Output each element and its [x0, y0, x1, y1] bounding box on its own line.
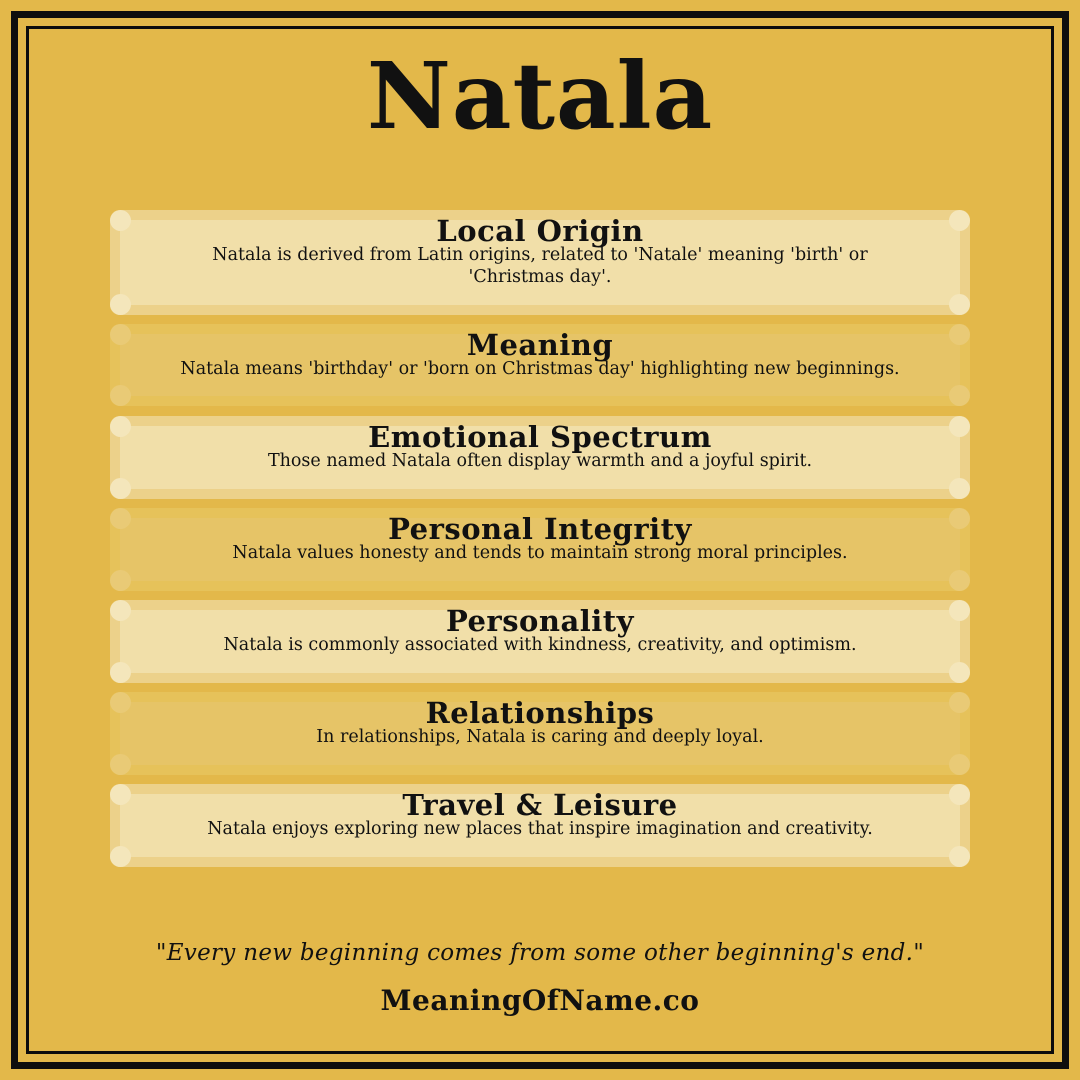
- section-text: Natala is commonly associated with kindness, creativity, and optimism.: [223, 635, 857, 655]
- section-text: In relationships, Natala is caring and deeply loyal.: [316, 727, 764, 747]
- section-card-local-origin: [110, 210, 970, 315]
- section-text: Natala enjoys exploring new places that inspire imagination and creativity.: [207, 819, 873, 839]
- section-card-personality: [110, 600, 970, 683]
- quote: "Every new beginning comes from some other beginning's end.": [155, 940, 925, 966]
- section-card-personal-integrity: [110, 508, 970, 591]
- section-heading: Relationships: [425, 696, 655, 730]
- section-text: Natala is derived from Latin origins, related to 'Natale' meaning 'birth' or 'Christmas day'.: [212, 245, 868, 287]
- section-text: Natala values honesty and tends to maintain strong moral principles.: [232, 543, 848, 563]
- section-card-meaning: [110, 324, 970, 406]
- section-text: Natala means 'birthday' or 'born on Christmas day' highlighting new beginnings.: [180, 359, 900, 379]
- section-card-relationships: [110, 692, 970, 775]
- section-card-travel-leisure: [110, 784, 970, 867]
- page-title: Natala: [366, 42, 714, 150]
- section-heading: Personality: [445, 604, 635, 638]
- section-card-emotional-spectrum: [110, 416, 970, 499]
- section-heading: Personal Integrity: [388, 512, 692, 546]
- section-text: Those named Natala often display warmth and a joyful spirit.: [267, 451, 813, 471]
- section-heading: Emotional Spectrum: [368, 420, 712, 454]
- section-heading: Travel & Leisure: [402, 788, 678, 822]
- section-heading: Meaning: [466, 328, 614, 362]
- section-heading: Local Origin: [436, 214, 644, 248]
- site-name: MeaningOfName.co: [380, 984, 700, 1017]
